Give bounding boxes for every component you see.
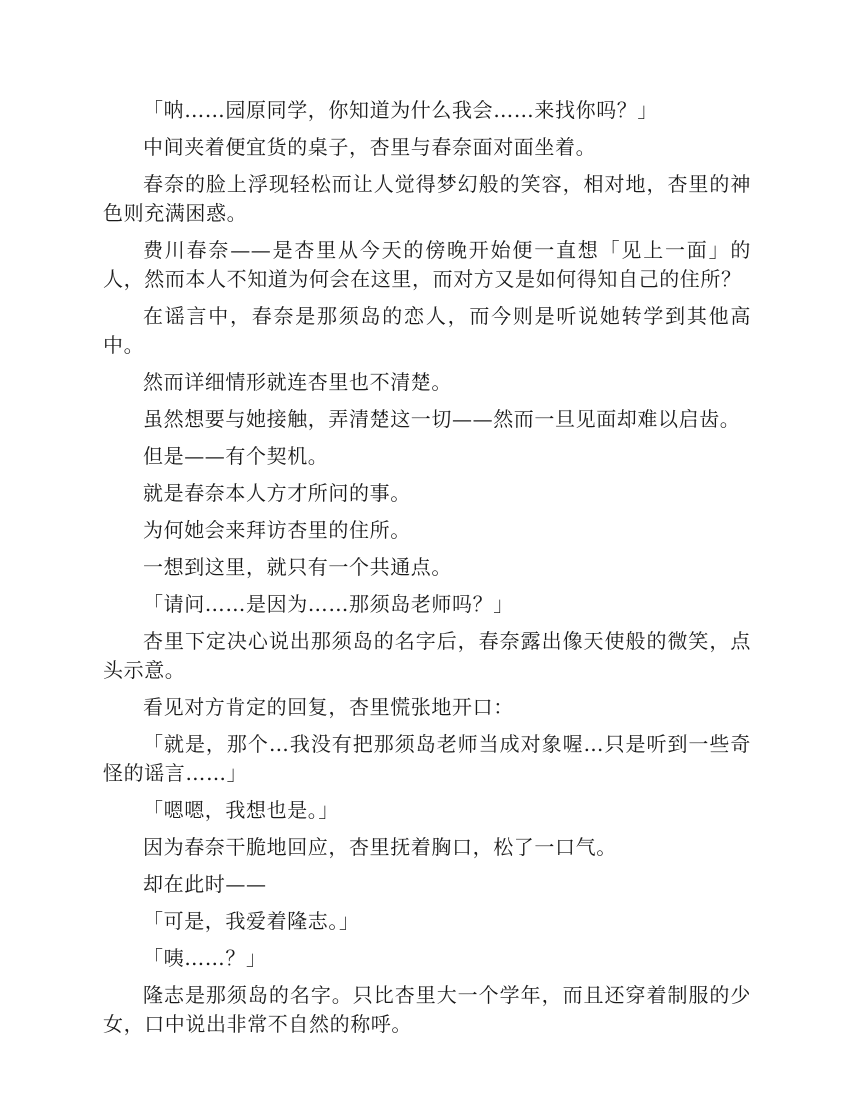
paragraph: 一想到这里，就只有一个共通点。	[143, 555, 452, 579]
paragraph: 虽然想要与她接触，弄清楚这一切——然而一旦见面却难以启齿。	[143, 407, 741, 431]
paragraph: 但是——有个契机。	[143, 444, 329, 468]
paragraph: 「咦……？」	[143, 946, 267, 970]
paragraph: 「呐……园原同学，你知道为什么我会……来找你吗？」	[143, 98, 658, 122]
paragraph: 「可是，我爱着隆志。」	[143, 909, 360, 933]
paragraph: 「请问……是因为……那须岛老师吗？」	[143, 592, 514, 616]
paragraph: 中间夹着便宜货的桌子，杏里与春奈面对面坐着。	[143, 135, 597, 159]
paragraph: 就是春奈本人方才所问的事。	[143, 481, 411, 505]
paragraph: 「嗯嗯，我想也是。」	[143, 798, 339, 822]
paragraph: 春奈的脸上浮现轻松而让人觉得梦幻般的笑容，相对地，杏里的神色则充满困惑。	[103, 172, 751, 225]
document-body	[103, 96, 751, 1047]
paragraph: 却在此时——	[143, 872, 267, 896]
paragraph: 看见对方肯定的回复，杏里慌张地开口：	[143, 695, 514, 719]
paragraph: 费川春奈——是杏里从今天的傍晚开始便一直想「见上一面」的人，然而本人不知道为何会在这里，而对方又是如何得知自己的住所？	[103, 238, 751, 291]
paragraph: 在谣言中，春奈是那须岛的恋人，而今则是听说她转学到其他高中。	[103, 304, 751, 357]
paragraph: 为何她会来拜访杏里的住所。	[143, 518, 411, 542]
paragraph: 隆志是那须岛的名字。只比杏里大一个学年，而且还穿着制服的少女，口中说出非常不自然的称呼。	[103, 983, 751, 1036]
paragraph: 然而详细情形就连杏里也不清楚。	[143, 370, 452, 394]
paragraph: 杏里下定决心说出那须岛的名字后，春奈露出像天使般的微笑，点头示意。	[103, 629, 751, 682]
paragraph: 因为春奈干脆地回应，杏里抚着胸口，松了一口气。	[143, 835, 617, 859]
paragraph: 「就是，那个…我没有把那须岛老师当成对象喔…只是听到一些奇怪的谣言……」	[103, 732, 751, 785]
